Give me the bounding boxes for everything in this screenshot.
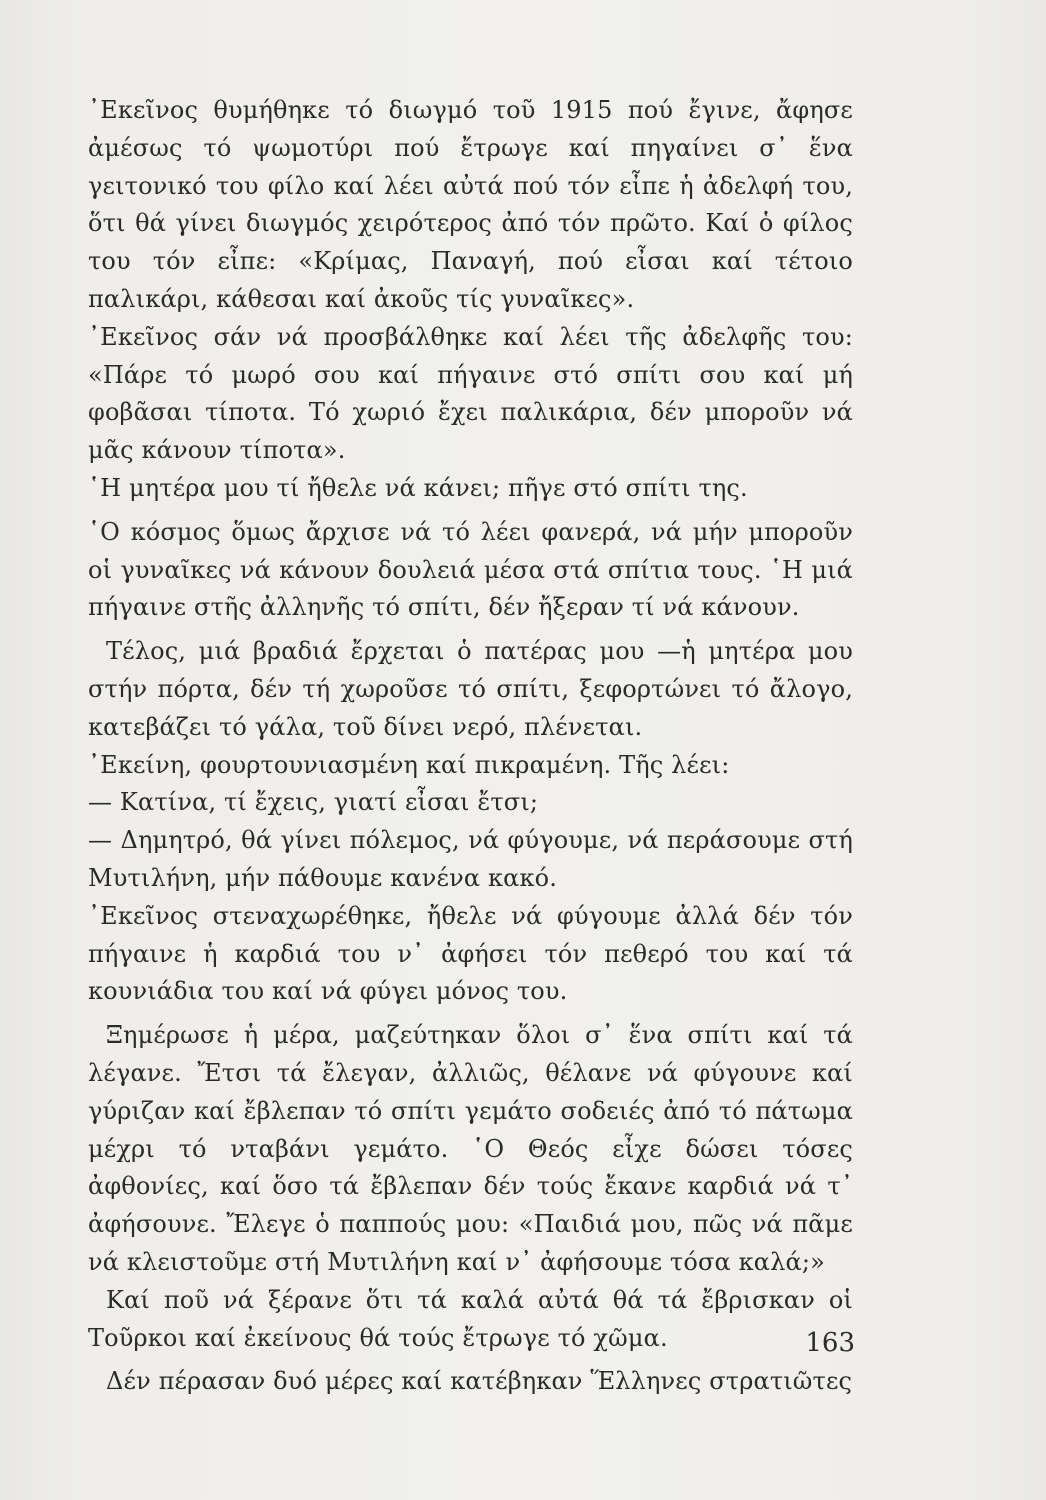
- paragraph-2: ᾽Εκεῖνος σάν νά προσβάλθηκε καί λέει τῆς ἀδελφῆς του: «Πάρε τό μωρό σου καί πήγαινε στό σπίτι σου καί μή φοβᾶσαι τίποτα. Τό χωριό ἔχει παλικάρια, δέν μποροῦν νά μᾶς κάνουν τίποτα».: [88, 322, 853, 465]
- paragraph-8: Ξημέρωσε ἡ μέρα, μαζεύτηκαν ὅλοι σ᾽ ἕνα σπίτι καί τά λέγανε. Ἔτσι τά ἔλεγαν, ἀλλιῶς, θέλανε νά φύγουνε καί γύριζαν καί ἔβλεπαν τό σπίτι γεμάτο σοδειές ἀπό τό πάτωμα μέχρι τό νταβάνι γεμάτο. ῾Ο Θεός εἶχε δώσει τόσες ἀφθονίες, καί ὅσο τά ἔβλεπαν δέν τούς ἔκανε καρδιά νά τ᾽ ἀφήσουνε. Ἔλεγε ὁ παππούς μου: «Παιδιά μου, πῶς νά πᾶμε νά κλειστοῦμε στή Μυτιλήνη καί ν᾽ ἀφήσουμε τόσα καλά;»: [88, 1021, 853, 1276]
- body-text: [88, 92, 853, 1401]
- paragraph-9: Καί ποῦ νά ξέρανε ὅτι τά καλά αὐτά θά τά ἔβρισκαν οἱ Τοῦρκοι καί ἐκείνους θά τούς ἔτρωγε τό χῶμα.: [88, 1285, 853, 1352]
- paragraph-1: ᾽Εκεῖνος θυμήθηκε τό διωγμό τοῦ 1915 πού ἔγινε, ἄφησε ἀμέσως τό ψωμοτύρι πού ἔτρωγε καί πηγαίνει σ᾽ ἕνα γειτονικό του φίλο καί λέει αὐτά πού τόν εἶπε ἡ ἀδελφή του, ὅτι θά γίνει διωγμός χειρότερος ἀπό τόν πρῶτο. Καί ὁ φίλος του τόν εἶπε: «Κρίμας, Παναγή, πού εἶσαι καί τέτοιο παλικάρι, κάθεσαι καί ἀκοῦς τίς γυναῖκες».: [88, 96, 853, 313]
- paragraph-6: ᾽Εκείνη, φουρτουνιασμένη καί πικραμένη. Τῆς λέει:: [88, 750, 730, 779]
- paragraph-7: ᾽Εκεῖνος στεναχωρέθηκε, ἤθελε νά φύγουμε ἀλλά δέν τόν πήγαινε ἡ καρδιά του ν᾽ ἀφήσει τόν πεθερό του καί τά κουνιάδια του καί νά φύγει μόνος του.: [88, 901, 853, 1006]
- paragraph-4: ῾Ο κόσμος ὅμως ἄρχισε νά τό λέει φανερά, νά μήν μποροῦν οἱ γυναῖκες νά κάνουν δουλειά μέσα στά σπίτια τους. ῾Η μιά πήγαινε στῆς ἀλληνῆς τό σπίτι, δέν ἤξεραν τί νά κάνουν.: [88, 517, 853, 622]
- paragraph-10: Δέν πέρασαν δυό μέρες καί κατέβηκαν Ἕλληνες στρατιῶτες: [106, 1367, 853, 1396]
- dialogue-line-1: — Κατίνα, τί ἔχεις, γιατί εἶσαι ἔτσι;: [88, 788, 539, 817]
- paragraph-3: ῾Η μητέρα μου τί ἤθελε νά κάνει; πῆγε στό σπίτι της.: [88, 473, 748, 502]
- dialogue-line-2: — Δημητρό, θά γίνει πόλεμος, νά φύγουμε, νά περάσουμε στή Μυτιλήνη, μήν πάθουμε κανένα κακό.: [88, 826, 853, 892]
- page-number: 163: [805, 1328, 855, 1358]
- paragraph-5: Τέλος, μιά βραδιά ἔρχεται ὁ πατέρας μου —ἡ μητέρα μου στήν πόρτα, δέν τή χωροῦσε τό σπίτι, ξεφορτώνει τό ἄλογο, κατεβάζει τό γάλα, τοῦ δίνει νερό, πλένεται.: [88, 637, 853, 741]
